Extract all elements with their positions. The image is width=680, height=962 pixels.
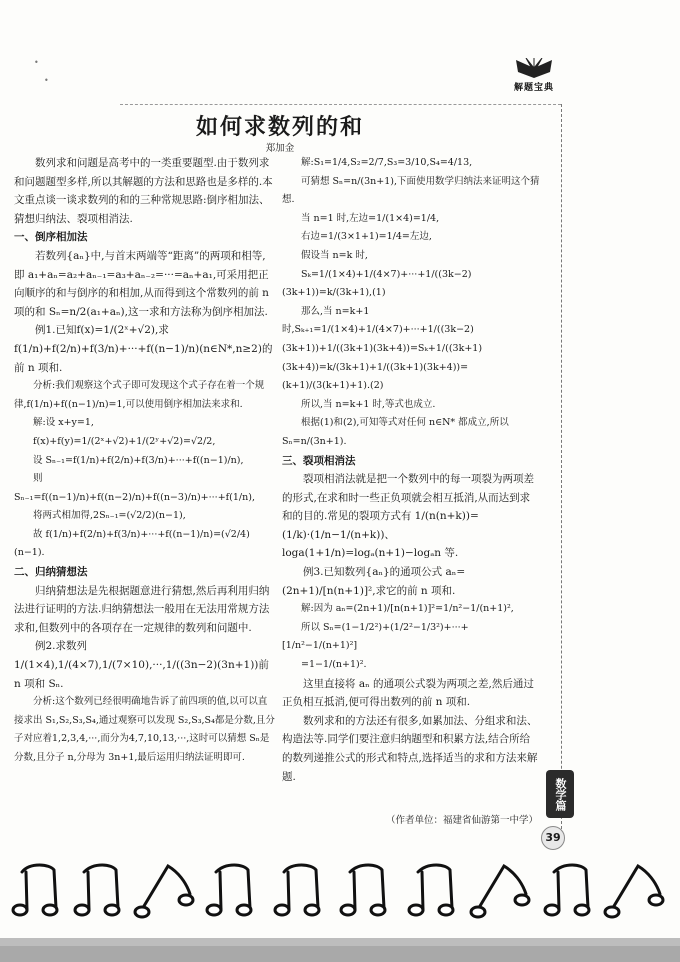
header-divider [120,104,561,105]
example-1-solution-line: 将两式相加得,2Sₙ₋₁=(√2/2)(n−1), [33,510,186,522]
music-note-icon [545,865,589,915]
music-note-icon [135,866,193,917]
example-2-solution-line: Sₖ=1/(1×4)+1/(4×7)+···+1/((3k−2)(3k+1))=k/(3k+1),(1) [282,268,472,299]
example-2: 例2.求数列1/(1×4),1/(4×7),1/(7×10),···,1/((3n−2)(3n+1))前 n 项和 Sₙ. [14,640,269,690]
section-heading-1: 一、倒序相加法 [14,231,88,244]
logo-text: 解题宝典 [513,83,554,93]
speck-mark: • [34,58,39,67]
subject-tab: 数学篇 [546,770,574,818]
music-note-icon [471,866,529,917]
article-title: 如何求数列的和 [195,115,364,140]
section-heading-2: 二、归纳猜想法 [14,566,88,579]
music-note-icon [207,865,251,915]
intro-paragraph: 数列求和问题是高考中的一类重要题型.由于数列求和问题题型多样,所以其解题的方法和思路也是多样的.本文重点谈一谈求数列的和的三种常规思路:倒序相加法、猜想归纳法、裂项相消法. [14,157,273,225]
article-author: 郑加金 [265,143,295,154]
logo [504,58,564,98]
closing-paragraph: 数列求和的方法还有很多,如累加法、分组求和法、构造法等.同学们要注意归纳题型和积累方法,结合所给的数列递推公式的形式和特点,选择适当的求和方法来解题. [282,714,538,783]
example-1: 例1.已知f(x)=1/(2ˣ+√2),求 f(1/n)+f(2/n)+f(3/n)+···+f((n−1)/n)(n∈N*,n≥2)的前 n 项和. [14,324,273,374]
left-column [14,154,276,768]
music-note-icon [409,865,453,915]
music-note-icon [341,865,385,915]
page-number: 39 [541,826,565,850]
example-2-solution-line: 可猜想 Sₙ=n/(3n+1),下面使用数学归纳法来证明这个猜想. [282,175,540,206]
music-note-icon [275,865,319,915]
example-3: 例3.已知数列{aₙ}的通项公式 aₙ=(2n+1)/[n(n+1)]²,求它的前 n 项和. [282,566,466,597]
example-1-solution-line: f(x)+f(y)=1/(2ˣ+√2)+1/(2ʸ+√2)=√2/2, [33,435,216,447]
footer-band-shadow [0,946,680,962]
example-1-conclusion: 故 f(1/n)+f(2/n)+f(3/n)+···+f((n−1)/n)=(√2/4)(n−1). [14,528,250,559]
example-1-solution-line: 则 Sₙ₋₁=f((n−1)/n)+f((n−2)/n)+f((n−3)/n)+···+f(1/n), [14,473,255,503]
music-notes-decoration [0,858,680,938]
example-2-solution-line: 右边=1/(3×1+1)=1/4=左边, [301,231,432,243]
music-note-icon [13,865,57,915]
author-affiliation: （作者单位：福建省仙游第一中学） [385,815,538,826]
example-3-solution-line: =1−1/(n+1)². [301,659,367,671]
telescoping-description: 裂项相消法就是把一个数列中的每一项裂为两项差的形式,在求和时一些正负项就会相互抵消,从而达到求和的目的.常见的裂项方式有 1/(n(n+k))=(1/k)·(1/n−1/(n+k))、loga(1+1/n)=logₐ(n+1)−logₐn 等. [282,473,534,560]
example-2-analysis: 分析:这个数列已经很明确地告诉了前四项的值,以可以直接求出 S₁,S₂,S₃,S₄,通过观察可以发现 S₂,S₃,S₄都是分数,且分子对应着1,2,3,4,···,而分为4,7,10,13,···,这时可以猜想 Sₙ是分数,且分子 n,分母为 3n+1,最后运用归纳法证明即可. [14,696,275,763]
example-2-conclusion: 根据(1)和(2),可知等式对任何 n∈N* 都成立,所以 Sₙ=n/(3n+1). [282,417,509,447]
reverse-sum-description: 若数列{aₙ}中,与首末两端等“距离”的两项和相等,即 a₁+aₙ=a₂+aₙ₋₁=a₃+aₙ₋₂=···=aₙ+a₁,可采用把正向顺序的和与倒序的和相加,从而得到这个常数列的前 n 项的和 Sₙ=n/2(a₁+aₙ),这一求和方法称为倒序相加法. [14,249,269,318]
margin-divider [561,104,562,844]
example-3-solution-line: 所以 Sₙ=(1−1/2²)+(1/2²−1/3²)+···+[1/n²−1/(n+1)²] [282,621,469,652]
example-3-solution-line: 解:因为 aₙ=(2n+1)/[n(n+1)]²=1/n²−1/(n+1)², [301,603,514,615]
music-note-icon [605,866,663,917]
induction-description: 归纳猜想法是先根据题意进行猜想,然后再利用归纳法进行证明的方法.归纳猜想法一般用在无法用常规方法求和,但数列中的各项存在一定规律的数列和问题中. [14,584,270,634]
example-2-solution-line: 解:S₁=1/4,S₂=2/7,S₃=3/10,S₄=4/13, [301,157,473,168]
music-note-icon [75,865,119,915]
example-2-solution-line: 那么,当 n=k+1 时,Sₖ₊₁=1/(1×4)+1/(4×7)+···+1/((3k−2)(3k+1))+1/((3k+1)(3k+4))=Sₖ+1/((3k+1)(3k+4))=k/(3k+1)+1/((3k+1)(3k+4))=(k+1)/(3(k+1)+1).(2) [282,305,483,392]
open-book-icon [514,58,554,80]
example-1-solution-line: 设 Sₙ₋₁=f(1/n)+f(2/n)+f(3/n)+···+f((n−1)/n), [33,454,244,466]
right-column [282,154,540,786]
example-2-solution-line: 所以,当 n=k+1 时,等式也成立. [301,398,436,410]
example-2-solution-line: 假设当 n=k 时, [301,249,368,261]
speck-mark: • [44,76,49,85]
example-3-remark: 这里直接将 aₙ 的通项公式裂为两项之差,然后通过正负相互抵消,便可得出数列的前 n 项和. [282,677,534,709]
example-2-solution-line: 当 n=1 时,左边=1/(1×4)=1/4, [301,212,440,224]
section-heading-3: 三、裂项相消法 [282,454,356,467]
example-1-analysis: 分析:我们观察这个式子即可发现这个式子存在着一个规律,f(1/n)+f((n−1)/n)=1,可以使用倒序相加法来求和. [14,380,265,410]
example-1-solution-line: 解:设 x+y=1, [33,417,94,429]
